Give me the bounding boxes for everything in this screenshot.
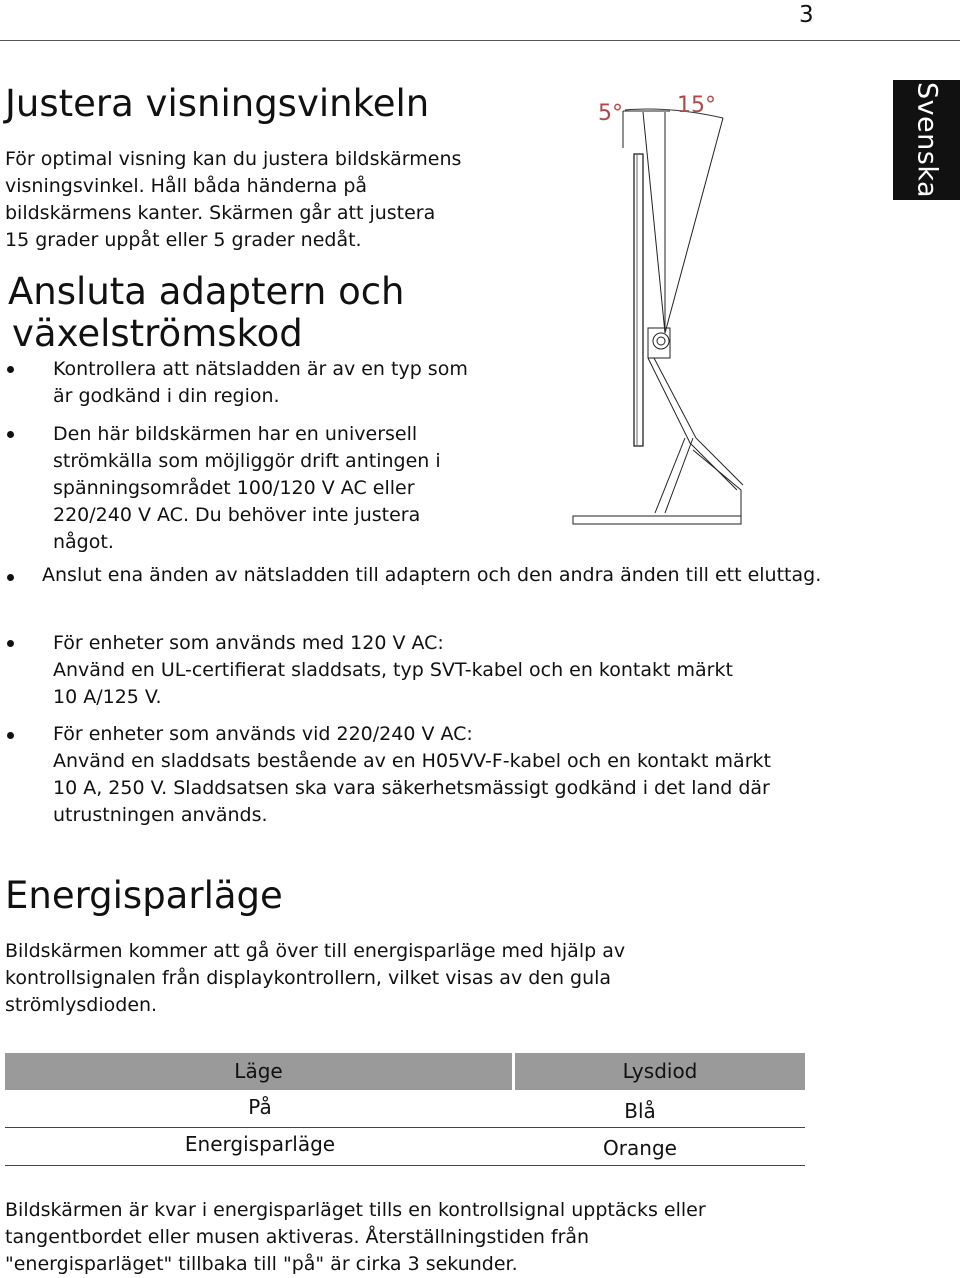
paragraph-line: Bildskärmen kommer att gå över till energisparläge med hjälp av (5, 940, 626, 962)
monitor-tilt-diagram (565, 88, 765, 533)
bullet-text: Anslut ena änden av nätsladden till adaptern och den andra änden till ett eluttag. (42, 564, 822, 586)
bullet-dot (7, 431, 14, 438)
paragraph-line: Bildskärmen är kvar i energisparläget tills en kontrollsignal upptäcks eller (5, 1199, 706, 1221)
table-header-led: Lysdiod (515, 1053, 805, 1090)
bullet-text: För enheter som används med 120 V AC: (53, 632, 444, 654)
bullet-text: 220/240 V AC. Du behöver inte justera (53, 504, 421, 526)
bullet-text: Kontrollera att nätsladden är av en typ som (53, 358, 468, 380)
bullet-dot (7, 640, 14, 647)
table-cell: Energisparläge (184, 1132, 336, 1156)
bullet-text: För enheter som används vid 220/240 V AC: (53, 723, 473, 745)
table-header-mode: Läge (5, 1053, 512, 1090)
tilt-angle-down-label: 5° (598, 101, 623, 126)
paragraph-line: 15 grader uppåt eller 5 grader nedåt. (5, 229, 362, 251)
language-tab (893, 80, 960, 200)
bullet-text: 10 A, 250 V. Sladdsatsen ska vara säkerhetsmässigt godkänd i det land där (53, 777, 770, 799)
paragraph-line: tangentbordet eller musen aktiveras. Återställningstiden från (5, 1226, 590, 1248)
bullet-text: Använd en sladdsats bestående av en H05VV-F-kabel och en kontakt märkt (53, 750, 771, 772)
paragraph-line: bildskärmens kanter. Skärmen går att justera (5, 202, 436, 224)
section-title-power-saving: Energisparläge (5, 874, 283, 917)
table-row-divider (5, 1127, 805, 1128)
bullet-text: Den här bildskärmen har en universell (53, 423, 418, 445)
bullet-text: utrustningen används. (53, 804, 268, 826)
bullet-text: är godkänd i din region. (53, 385, 280, 407)
table-cell: Orange (603, 1136, 677, 1160)
bullet-text: Använd en UL-certifierat sladdsats, typ SVT-kabel och en kontakt märkt (53, 659, 733, 681)
bullet-text: något. (53, 531, 114, 553)
page-number: 3 (799, 2, 814, 28)
section-title-adapter-cont: växelströmskod (12, 312, 303, 355)
bullet-text: strömkälla som möjliggör drift antingen i (53, 450, 441, 472)
paragraph-line: För optimal visning kan du justera bildskärmens (5, 148, 462, 170)
table-cell: Blå (624, 1099, 656, 1123)
paragraph-line: "energisparläget" tillbaka till "på" är cirka 3 sekunder. (5, 1253, 518, 1275)
bullet-dot (7, 366, 14, 373)
header-rule (0, 40, 960, 41)
language-tab-label: Svenska (911, 81, 942, 199)
paragraph-line: kontrollsignalen från displaykontrollern, vilket visas av den gula (5, 967, 612, 989)
bullet-text: 10 A/125 V. (53, 686, 162, 708)
section-title-adapter: Ansluta adaptern och (8, 270, 405, 313)
table-cell: På (248, 1095, 272, 1119)
bullet-text: spänningsområdet 100/120 V AC eller (53, 477, 415, 499)
bullet-dot (7, 732, 14, 739)
bullet-dot (7, 574, 14, 581)
paragraph-line: visningsvinkel. Håll båda händerna på (5, 175, 368, 197)
section-title-viewing-angle: Justera visningsvinkeln (5, 82, 430, 125)
paragraph-line: strömlysdioden. (5, 994, 158, 1016)
tilt-angle-up-label: 15° (677, 93, 716, 118)
table-bottom-rule (5, 1165, 805, 1166)
